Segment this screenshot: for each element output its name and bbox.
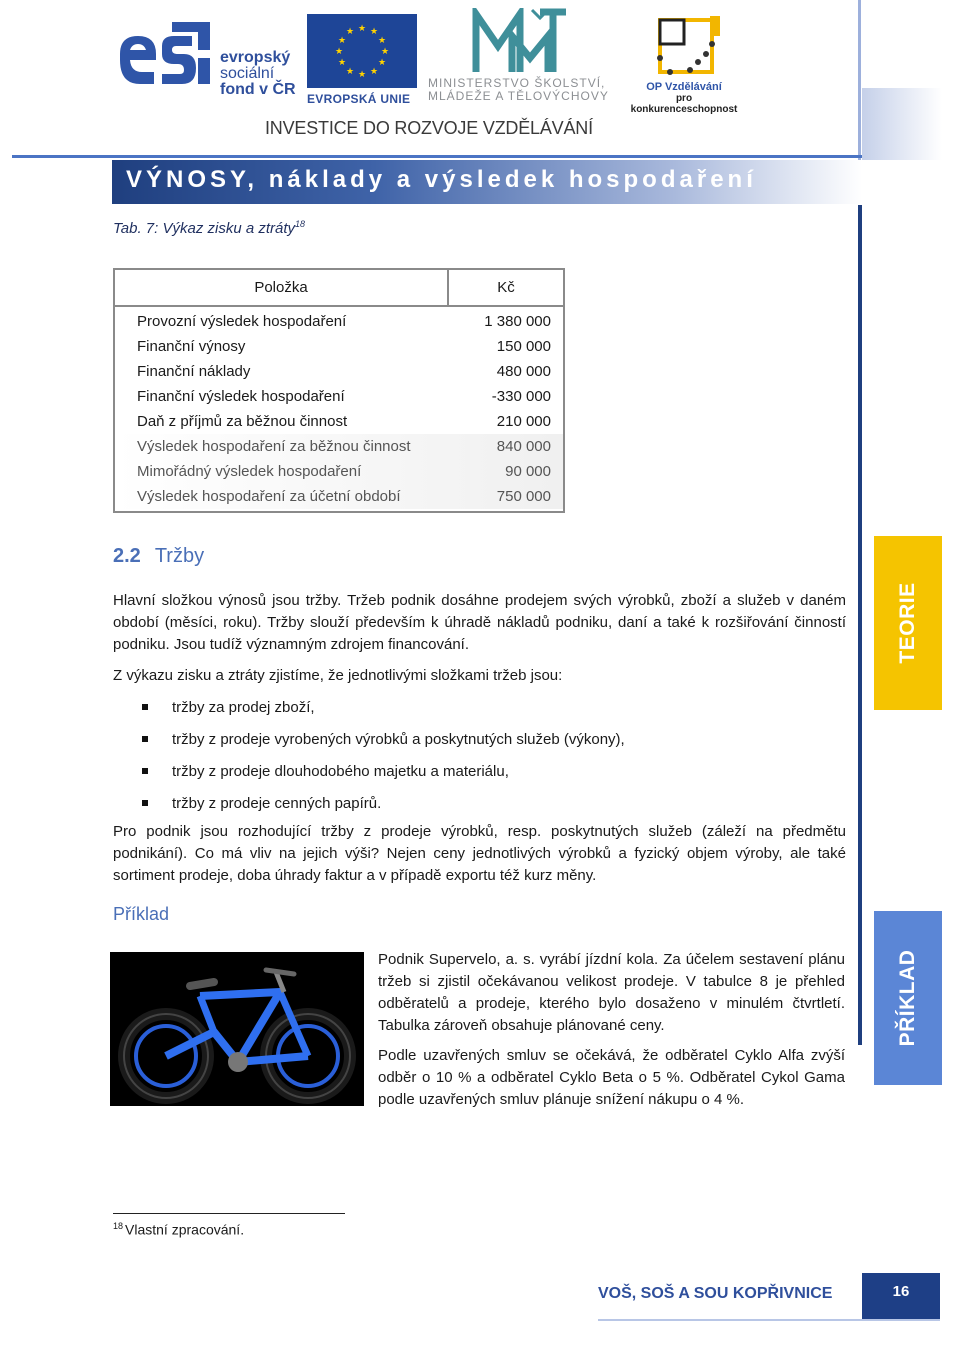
footer-school: VOŠ, SOŠ A SOU KOPŘIVNICE <box>598 1285 833 1302</box>
list-item <box>138 761 625 793</box>
row-label: Finanční náklady <box>137 363 251 380</box>
footnote-text: Vlastní zpracování. <box>125 1221 245 1238</box>
svg-text:★: ★ <box>345 27 355 37</box>
header-right-rule <box>858 0 861 160</box>
svg-text:★: ★ <box>357 70 367 80</box>
list-item-text: tržby z prodeje vyrobených výrobků a poskytnutých služeb (výkony), <box>172 731 625 748</box>
row-label: Daň z příjmů za běžnou činnost <box>137 413 348 430</box>
row-value: 840 000 <box>496 438 551 455</box>
svg-text:★: ★ <box>337 58 347 68</box>
section-paragraph-3: Pro podnik jsou rozhodující tržby z prodeje výrobků, resp. poskytnutých služeb (záleží na předmětu podnikání). Co má vliv na jejich výši? Nejen ceny jednotlivých výrobků a fyzický objem výroby, ale také sortiment prodeje, doba úhrady faktur a v případě exportu též kurz měny. <box>113 823 846 884</box>
revenue-list <box>138 697 625 825</box>
svg-text:★: ★ <box>369 67 379 77</box>
svg-text:★: ★ <box>380 47 390 57</box>
col-header-value: Kč <box>497 279 515 296</box>
msmt-logo <box>470 8 570 76</box>
list-item-text: tržby z prodeje cenných papírů. <box>172 795 382 812</box>
row-label: Výsledek hospodaření za běžnou činnost <box>137 438 411 455</box>
side-tab-teorie-label: TEORIE <box>896 582 919 664</box>
svg-text:★: ★ <box>369 27 379 37</box>
side-tab-priklad-label: PŘÍKLAD <box>896 949 919 1047</box>
footnote <box>113 1221 244 1238</box>
row-label: Výsledek hospodaření za účetní období <box>137 488 401 505</box>
investice-text: INVESTICE DO ROZVOJE VZDĚLÁVÁNÍ <box>265 118 593 138</box>
svg-text:★: ★ <box>377 36 387 46</box>
bullet-icon <box>142 736 148 742</box>
header-rule <box>12 155 862 158</box>
bullet-icon <box>142 704 148 710</box>
section-paragraph-2: Z výkazu zisku a ztráty zjistíme, že jednotlivými složkami tržeb jsou: <box>113 667 563 684</box>
header-right-block <box>862 88 942 160</box>
example-paragraph-2: Podle uzavřených smluv se očekává, že odběratel Cyklo Alfa zvýší odběr o 10 % a odběratel Cyklo Beta o 5 %. Odběratel Cykol Gama podle uzavřených smluv plánuje snížení nákupu o 4 %. <box>378 1047 845 1108</box>
table-body <box>115 307 563 511</box>
svg-text:★: ★ <box>377 58 387 68</box>
row-label: Mimořádný výsledek hospodaření <box>137 463 362 480</box>
row-value: 1 380 000 <box>484 313 551 330</box>
banner-side-rule <box>858 205 862 1045</box>
row-value: 210 000 <box>496 413 551 430</box>
msmt-line-1: MINISTERSTVO ŠKOLSTVÍ, <box>428 76 606 90</box>
footnote-ref: 18 <box>113 1221 124 1231</box>
row-value: 750 000 <box>496 488 551 505</box>
side-tab-teorie <box>874 536 942 710</box>
side-tab-priklad <box>874 911 942 1085</box>
row-label: Finanční výnosy <box>137 338 246 355</box>
esf-line-1: evropský <box>220 49 291 66</box>
example-heading: Příklad <box>113 904 170 924</box>
section-heading <box>113 545 204 568</box>
list-item-text: tržby z prodeje dlouhodobého majetku a materiálu, <box>172 763 509 780</box>
row-value: 150 000 <box>496 338 551 355</box>
row-label: Provozní výsledek hospodaření <box>137 313 347 330</box>
row-value: 480 000 <box>496 363 551 380</box>
table-header <box>115 270 563 307</box>
list-item <box>138 729 625 761</box>
op-text <box>624 82 744 115</box>
table-caption <box>113 219 305 237</box>
bicycle-image <box>110 952 364 1106</box>
esf-logo <box>112 14 212 100</box>
section-number: 2.2 <box>113 545 141 567</box>
esf-line-2: sociální <box>220 65 275 82</box>
bullet-icon <box>142 768 148 774</box>
bullet-icon <box>142 800 148 806</box>
row-label: Finanční výsledek hospodaření <box>137 388 345 405</box>
table-row <box>115 409 563 434</box>
list-item <box>138 697 625 729</box>
eu-flag-icon <box>307 14 417 88</box>
table-caption-ref: 18 <box>295 219 306 229</box>
svg-text:★: ★ <box>357 24 367 34</box>
row-value: 90 000 <box>505 463 551 480</box>
section-paragraph-1: Hlavní složkou výnosů jsou tržby. Tržeb podnik dosáhne prodejem svých výrobků, zboží a služeb v daném období (měsíci, roku). Tržby slouží především k úhradě nákladů podniku, daní a také k rozšiřování činností podniku. Jsou tudíž významným zdrojem financování. <box>113 592 846 653</box>
example-paragraph-1: Podnik Supervelo, a. s. vyrábí jízdní kola. Za účelem sestavení plánu tržeb si zjistil očekávanou velikost prodeje. V tabulce 8 je přehled odběratelů a prodeje, kterého bylo dosaženo v minulém čtvrtletí. Tabulka zároveň obsahuje plánované ceny. <box>378 951 845 1034</box>
op-line-2: pro konkurenceschopnost <box>630 93 738 115</box>
table-row <box>115 459 563 484</box>
section-title: Tržby <box>154 545 205 567</box>
esf-line-3: fond v ČR <box>220 81 296 98</box>
op-line-1: OP Vzdělávání <box>646 81 722 93</box>
footer-rule <box>598 1319 940 1321</box>
table-row <box>115 484 563 509</box>
row-value: -330 000 <box>491 388 551 405</box>
svg-text:★: ★ <box>337 36 347 46</box>
msmt-line-2: MLÁDEŽE A TĚLOVÝCHOVY <box>428 89 609 103</box>
svg-text:★: ★ <box>334 47 344 57</box>
svg-text:★: ★ <box>345 67 355 77</box>
list-item-text: tržby za prodej zboží, <box>172 699 315 716</box>
msmt-text <box>428 77 609 103</box>
col-header-item: Položka <box>115 270 449 305</box>
table-row <box>115 359 563 384</box>
table-row <box>115 434 563 459</box>
table-caption-text: Tab. 7: Výkaz zisku a ztráty <box>113 220 296 237</box>
op-logo <box>650 10 722 82</box>
table-row <box>115 334 563 359</box>
eu-label: EVROPSKÁ UNIE <box>307 92 411 106</box>
table-row <box>115 384 563 409</box>
esf-text <box>220 50 296 98</box>
footnote-rule <box>113 1213 345 1214</box>
income-statement-table <box>113 268 565 513</box>
chapter-title: VÝNOSY, náklady a výsledek hospodaření <box>126 166 757 193</box>
table-row <box>115 309 563 334</box>
page-number: 16 <box>892 1283 910 1300</box>
